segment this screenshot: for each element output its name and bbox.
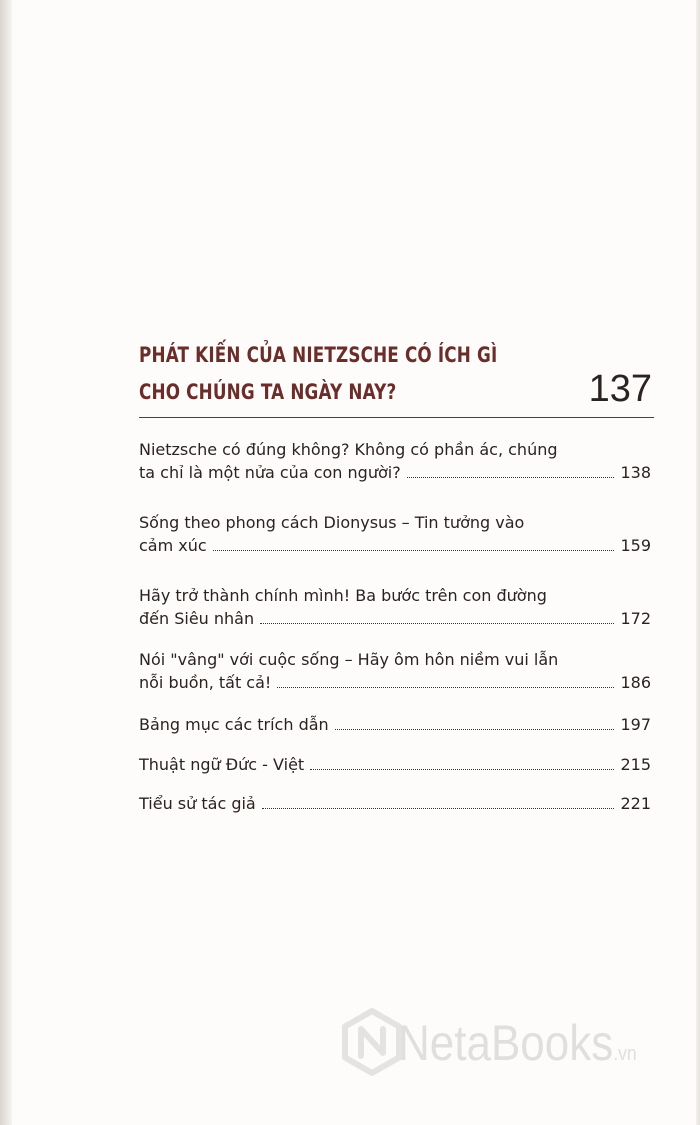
- watermark-tld: .vn: [613, 1043, 637, 1065]
- toc-page-number: 172: [620, 609, 651, 628]
- netabooks-logo-icon: [340, 1008, 404, 1076]
- toc-entry-title: Hãy trở thành chính mình! Ba bước trên con đường: [139, 586, 547, 605]
- toc-entry-title: Bảng mục các trích dẫn: [139, 715, 329, 734]
- toc-entry[interactable]: [139, 648, 651, 694]
- watermark-text: [398, 1016, 637, 1081]
- toc-entry[interactable]: [139, 584, 651, 630]
- toc-entry[interactable]: [139, 713, 651, 736]
- dot-leader: [310, 769, 614, 770]
- watermark-brand: NetaBooks: [398, 1015, 614, 1071]
- toc-entry-title: ta chỉ là một nửa của con người?: [139, 463, 401, 482]
- toc-page-number: 221: [620, 794, 651, 813]
- dot-leader: [262, 808, 615, 809]
- dot-leader: [213, 550, 615, 551]
- chapter-header: [139, 337, 654, 418]
- toc-page-number: 215: [620, 755, 651, 774]
- toc-page-number: 186: [620, 673, 651, 692]
- toc-entry-title: nỗi buồn, tất cả!: [139, 673, 272, 692]
- toc-entry[interactable]: [139, 792, 651, 815]
- toc-entry-title: Tiểu sử tác giả: [139, 794, 256, 813]
- dot-leader: [335, 729, 615, 730]
- toc-page-number: 197: [620, 715, 651, 734]
- toc-entry-title: Nói "vâng" với cuộc sống – Hãy ôm hôn niềm vui lẫn: [139, 650, 559, 669]
- dot-leader: [407, 477, 615, 478]
- toc-entry-title: Sống theo phong cách Dionysus – Tin tưởng vào: [139, 513, 525, 532]
- chapter-title-line: PHÁT KIẾN CỦA NIETZSCHE CÓ ÍCH GÌ: [139, 343, 498, 367]
- netabooks-watermark: [340, 1008, 685, 1076]
- toc-page-number: 138: [620, 463, 651, 482]
- toc-entry[interactable]: [139, 511, 651, 557]
- chapter-title: [139, 337, 498, 411]
- dot-leader: [277, 687, 614, 688]
- chapter-page-number: 137: [588, 368, 652, 410]
- toc-entry-title: Thuật ngữ Đức - Việt: [139, 755, 305, 774]
- page-right-edge: [696, 0, 700, 1125]
- toc-entry-title: đến Siêu nhân: [139, 609, 255, 628]
- page-binding-edge: [0, 0, 12, 1125]
- toc-entry-title: cảm xúc: [139, 536, 207, 555]
- dot-leader: [260, 623, 614, 624]
- toc-entry-title: Nietzsche có đúng không? Không có phần ác, chúng: [139, 440, 558, 459]
- chapter-title-line: CHO CHÚNG TA NGÀY NAY?: [139, 380, 397, 404]
- toc-entry[interactable]: [139, 438, 651, 484]
- toc-page-number: 159: [620, 536, 651, 555]
- toc-entry[interactable]: [139, 753, 651, 776]
